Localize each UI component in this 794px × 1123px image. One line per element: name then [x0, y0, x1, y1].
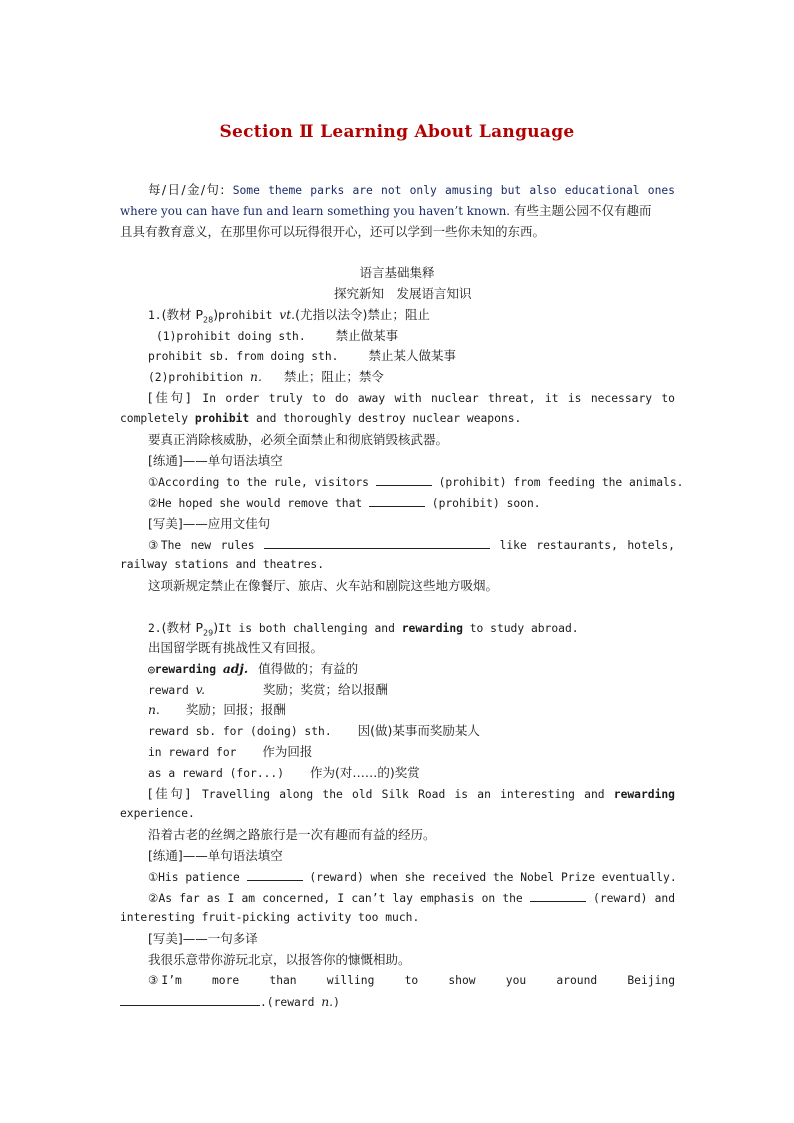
- item1-source: [161, 307, 219, 325]
- item2-sentence-keyword: rewarding: [401, 622, 463, 635]
- item2-q3-blank[interactable]: [120, 993, 260, 1006]
- item2-source: [161, 620, 219, 638]
- item1-pos: vt.: [279, 308, 296, 322]
- item2-q2-blank[interactable]: [530, 889, 586, 902]
- item2-sentence-zh: 出国留学既有挑战性又有回报。: [148, 640, 324, 655]
- item2-q2-before: ②As far as I am concerned, I can’t lay emphasis on the: [148, 892, 530, 905]
- item1-question-2: [148, 493, 675, 514]
- item1-source-page: 28: [203, 315, 214, 325]
- item1-example-line-1: [148, 388, 675, 409]
- daily-sentence-line-2: [120, 201, 675, 221]
- daily-zh-1: 有些主题公园不仅有趣而: [510, 203, 652, 218]
- item2-q3-close: ): [333, 996, 340, 1009]
- item1-heading: [148, 305, 675, 326]
- item2-q3-zh: 我很乐意带你游玩北京，以报答你的慷慨相助。: [148, 952, 411, 967]
- item1-q1-after: (prohibit) from feeding the animals.: [431, 476, 684, 489]
- item2-r2-pos: n.: [148, 703, 160, 717]
- item2-write-heading: [写美]——一句多译: [148, 931, 258, 946]
- item2-example-line-2: experience.: [120, 807, 195, 820]
- item2-number: 2.: [148, 622, 162, 635]
- item1-q2-before: ②He hoped she would remove that: [148, 497, 369, 510]
- item1-example-en-1: In order truly to do away with nuclear threat, it is necessary to: [202, 392, 675, 405]
- section-header-1: 语言基础集释: [359, 265, 435, 280]
- item2-q3-pos: n.: [321, 995, 334, 1009]
- item2-heading: [148, 618, 675, 639]
- item2-r4-en: in reward for: [148, 746, 237, 759]
- item1-example-keyword: prohibit: [194, 412, 250, 425]
- item2-example-line-1: [148, 784, 675, 805]
- item1-example-zh: 要真正消除核威胁，必须全面禁止和彻底销毁核武器。: [148, 432, 449, 447]
- item1-meaning: (尤指以法令)禁止；阻止: [295, 307, 430, 322]
- item2-related-5: [148, 763, 675, 784]
- item1-q3-line-2: railway stations and theatres.: [120, 558, 325, 571]
- item2-headword-pos: adj.: [222, 661, 249, 676]
- item1-source-suffix: ): [213, 307, 219, 322]
- item2-r3-en: reward sb. for (doing) sth.: [148, 725, 332, 738]
- item1-number: 1.: [148, 309, 162, 322]
- item2-r5-en: as a reward (for...): [148, 767, 285, 780]
- item2-question-2: [148, 888, 675, 909]
- item1-q1-blank[interactable]: [376, 473, 432, 486]
- item2-example-zh: 沿着古老的丝绸之路旅行是一次有趣而有益的经历。: [148, 827, 436, 842]
- page-title: Section Ⅱ Learning About Language: [219, 122, 575, 142]
- item1-example-en-2a: completely: [120, 412, 195, 425]
- item2-sentence-c: to study abroad.: [462, 622, 579, 635]
- item2-q2-line-2: interesting fruit-picking activity too much.: [120, 911, 420, 924]
- item2-q1-blank[interactable]: [247, 868, 303, 881]
- item1-example-line-2: [120, 409, 675, 429]
- daily-sentence-line-1: [148, 180, 675, 201]
- item2-r3-zh: 因(做)某事而奖励某人: [357, 723, 480, 738]
- item1-phrase-1-zh: 禁止做某事: [335, 328, 399, 343]
- item1-q3-blank[interactable]: [264, 536, 490, 549]
- item2-example-en-1: Travelling along the old Silk Road is an interesting and: [201, 788, 614, 801]
- item2-headword-zh: 值得做的；有益的: [258, 661, 359, 676]
- item1-phrase-1: [156, 326, 711, 347]
- item2-r1-zh: 奖励；奖赏；给以报酬: [263, 682, 389, 697]
- item1-q3-zh: 这项新规定禁止在像餐厅、旅店、火车站和剧院这些地方吸烟。: [148, 578, 499, 593]
- item2-related-4: [148, 742, 675, 763]
- item2-source-suffix: ): [213, 620, 219, 635]
- item2-practice-heading: [练通]——单句语法填空: [148, 848, 283, 863]
- item2-q2-after: (reward) and: [585, 892, 675, 905]
- item1-example-label: [佳句]: [148, 390, 191, 405]
- item2-q1-before: ①His patience: [148, 871, 247, 884]
- item2-headword-word: ◎rewarding: [148, 663, 223, 676]
- item1-q2-blank[interactable]: [369, 494, 425, 507]
- item1-q3-after: like restaurants, hotels,: [490, 539, 675, 552]
- item2-question-3: ③I’m more than willing to show you around Beijing: [148, 974, 675, 987]
- item1-q3-before: ③The new rules: [148, 539, 265, 552]
- item2-source-prefix: (教材 P: [161, 620, 203, 635]
- item2-r1-pos: v.: [195, 683, 206, 697]
- item1-phrase-2-en: prohibit sb. from doing sth.: [148, 350, 339, 363]
- item2-q1-after: (reward) when she received the Nobel Prize eventually.: [302, 871, 677, 884]
- daily-zh-2: 且具有教育意义，在那里你可以玩得很开心，还可以学到一些你未知的东西。: [120, 224, 546, 239]
- item1-phrase-2: [148, 346, 675, 367]
- item2-source-page: 29: [203, 628, 214, 638]
- item2-r5-zh: 作为(对……的)奖赏: [310, 765, 420, 780]
- item2-related-1: [148, 680, 675, 701]
- section-header-2: 探究新知 发展语言知识: [334, 286, 472, 301]
- item1-phrase-3-pos: n.: [250, 370, 262, 384]
- item2-r4-zh: 作为回报: [262, 744, 313, 759]
- item1-write-heading: [写美]——应用文佳句: [148, 516, 271, 531]
- item1-phrase-2-zh: 禁止某人做某事: [368, 348, 456, 363]
- item1-q2-after: (prohibit) soon.: [424, 497, 541, 510]
- item1-source-prefix: (教材 P: [161, 307, 203, 322]
- item2-q3-after: .(reward: [260, 996, 322, 1009]
- item2-r2-zh: 奖励；回报；报酬: [185, 702, 286, 717]
- item2-related-2: [148, 700, 675, 720]
- daily-en-2: where you can have fun and learn something you haven’t known.: [120, 204, 511, 218]
- item2-r1-en: reward: [148, 684, 196, 697]
- daily-en-1: Some theme parks are not only amusing but also educational ones: [224, 184, 675, 197]
- item1-phrase-3-en: (2)prohibition: [148, 371, 251, 384]
- daily-label: 每/日/金/句:: [148, 182, 225, 197]
- item2-example-keyword: rewarding: [613, 788, 675, 801]
- item1-phrase-1-en: (1)prohibit doing sth.: [156, 330, 306, 343]
- item1-question-3: [148, 535, 675, 556]
- item1-question-1: [148, 472, 684, 493]
- item1-practice-heading: [练通]——单句语法填空: [148, 453, 283, 468]
- item2-example-label: [佳句]: [148, 786, 190, 801]
- item2-related-3: [148, 721, 675, 742]
- item2-headword: [148, 659, 675, 680]
- item2-q3-line-2: [120, 992, 675, 1013]
- item1-example-en-2c: and thoroughly destroy nuclear weapons.: [249, 412, 522, 425]
- item1-phrase-3: [148, 367, 675, 388]
- item2-sentence-a: It is both challenging and: [218, 622, 402, 635]
- item1-q1-before: ①According to the rule, visitors: [148, 476, 376, 489]
- item1-word: prohibit: [218, 309, 280, 322]
- item2-question-1: [148, 867, 675, 888]
- item1-phrase-3-zh: 禁止；阻止；禁令: [283, 369, 384, 384]
